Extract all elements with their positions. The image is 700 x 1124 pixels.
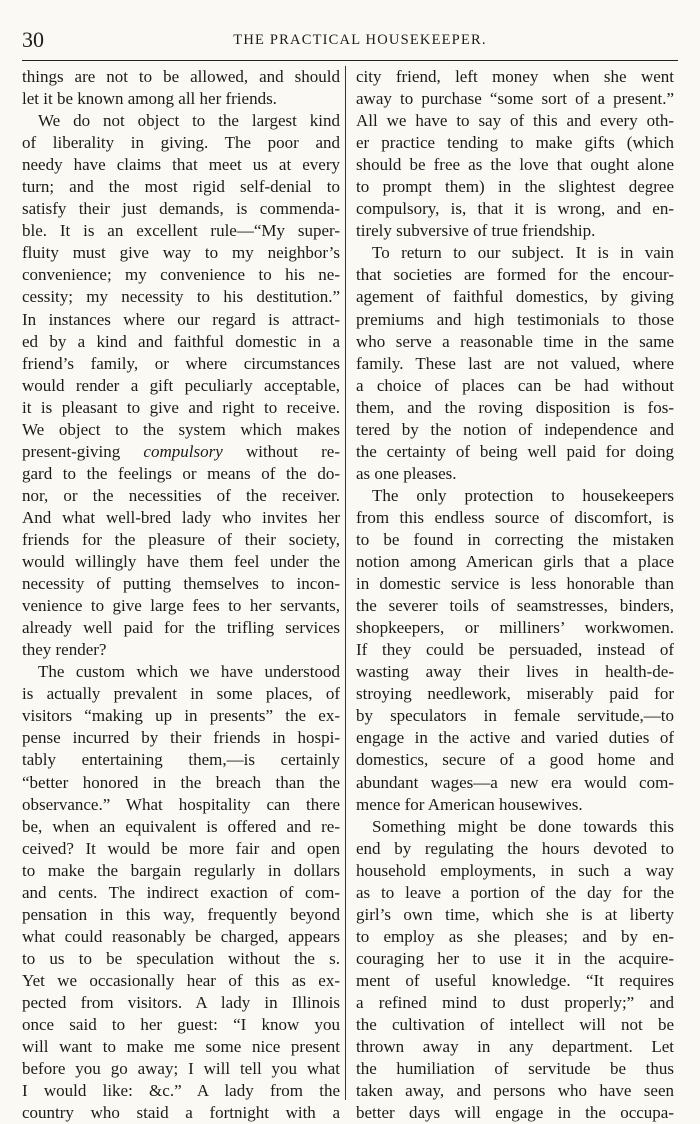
text-line: from this endless source of discomfort, is [356, 507, 674, 527]
text-line: thrown away in any department. Let [356, 1037, 674, 1057]
right-column [356, 66, 674, 1124]
text-line: away to purchase “some sort of a present.” [356, 89, 674, 109]
text-line: let it be known among all her friends. [22, 89, 277, 109]
column-divider [345, 66, 346, 1100]
text-line: is actually prevalent in some places, of [22, 684, 340, 704]
text-line: needy have claims that meet us at every [22, 155, 340, 175]
text-line: We object to the system which makes [22, 419, 340, 439]
text-line: necessity of putting themselves to incon- [22, 574, 340, 594]
text-line: should be free as the love that ought alone [356, 155, 674, 175]
text-line: All we have to say of this and every oth- [356, 111, 674, 131]
text-line: gard to the feelings or means of the do- [22, 463, 340, 483]
text-line: fluity must give way to my neighbor’s [22, 243, 340, 263]
text-line: ble. It is an excellent rule—“My super- [22, 221, 340, 241]
text-line: engage in the active and varied duties of [356, 728, 674, 748]
text-line: taken away, and persons who have seen [356, 1081, 674, 1101]
header-rule [22, 60, 678, 61]
text-line: in domestic service is less honorable than [356, 574, 674, 594]
text-line: by speculators in female servitude,—to [356, 706, 674, 726]
emphasized-word: compulsory [143, 441, 223, 461]
text-line: what could reasonably be charged, appears [22, 926, 340, 946]
text-line: and cents. The indirect exaction of com- [22, 882, 340, 902]
text-line: them, and the roving disposition is fos- [356, 397, 674, 417]
text-line: tirely subversive of true friendship. [356, 221, 596, 241]
text-line: they render? [22, 640, 107, 660]
text-line: better days will engage in the occupa- [356, 1103, 674, 1123]
text-line: visitors “making up in presents” the ex- [22, 706, 340, 726]
text-line: to us to be speculation without the s. [22, 948, 340, 968]
text-line: it is pleasant to give and right to receive. [22, 397, 340, 417]
text-line: turn; and the most rigid self-denial to [22, 177, 340, 197]
text-line: tered by the notion of independence and [356, 419, 674, 439]
text-line [22, 441, 340, 463]
text-line: city friend, left money when she went [356, 67, 674, 86]
text-line: ment of useful knowledge. “It requires [356, 970, 674, 990]
text-line: as to leave a portion of the day for the [356, 882, 674, 902]
text-line: The only protection to housekeepers [372, 485, 674, 505]
text-line: household employments, in such a way [356, 860, 674, 880]
text-line: girl’s own time, which she is at liberty [356, 904, 674, 924]
text-line: will want to make me some nice present [22, 1037, 340, 1057]
text-line: The custom which we have understood [38, 662, 340, 682]
text-line: pected from visitors. A lady in Illinois [22, 992, 340, 1012]
text-line: And what well-bred lady who invites her [22, 507, 340, 527]
text-line: ed by a kind and faithful domestic in a [22, 331, 340, 351]
text-line: premiums and high testimonials to those [356, 309, 674, 329]
text-line: who serve a reasonable time in the same [356, 331, 674, 351]
text-segment: present-giving [22, 441, 144, 461]
text-line: Something might be done towards this [372, 816, 674, 836]
text-line: once said to her guest: “I know you [22, 1015, 340, 1035]
text-line: as one pleases. [356, 463, 457, 483]
text-line: a refined mind to dust properly;” and [356, 992, 674, 1012]
text-line: to make the bargain regularly in dollars [22, 860, 340, 880]
left-column [22, 66, 340, 1124]
text-line: venience to give large fees to her servants, [22, 596, 340, 616]
text-line: to employ as she pleases; and by en- [356, 926, 674, 946]
text-line: satisfy their just demands, is commenda- [22, 199, 340, 219]
text-line: the humiliation of servitude be thus [356, 1059, 674, 1079]
text-line: We do not object to the largest kind [38, 111, 340, 131]
text-line: a choice of places can be had without [356, 375, 674, 395]
text-line: “better honored in the breach than the [22, 772, 340, 792]
text-line: stroying needlework, miserably paid for [356, 684, 674, 704]
text-line: friend’s family, or where circumstances [22, 353, 340, 373]
text-line: family. These last are not valued, where [356, 353, 674, 373]
text-line: wasting away their lives in health-de- [356, 662, 674, 682]
text-line: convenience; my convenience to his ne- [22, 265, 340, 285]
text-line: shopkeepers, or milliners’ workwomen. [356, 618, 674, 638]
text-line: Yet we occasionally hear of this as ex- [22, 970, 340, 990]
text-line: In instances where our regard is attract- [22, 309, 340, 329]
text-line: of liberality in giving. The poor and [22, 133, 340, 153]
page-header [22, 26, 678, 54]
text-line: tably entertaining them,—is certainly [22, 750, 340, 770]
text-line: domestics, secure of a good home and [356, 750, 674, 770]
text-line: the severer toils of seamstresses, binders, [356, 596, 674, 616]
text-line: would render a gift peculiarly acceptable, [22, 375, 340, 395]
running-head: THE PRACTICAL HOUSEKEEPER. [233, 32, 487, 48]
text-line: nor, or the necessities of the receiver. [22, 485, 340, 505]
text-line: before you go away; I will tell you what [22, 1059, 340, 1079]
text-line: would willingly have them feel under the [22, 552, 340, 572]
text-line: the cultivation of intellect will not be [356, 1015, 674, 1035]
text-line: the certainty of being well paid for doing [356, 441, 674, 461]
text-line: that societies are formed for the encour- [356, 265, 674, 285]
text-line: pensation in this way, frequently beyond [22, 904, 340, 924]
text-line: ceived? It would be more fair and open [22, 838, 340, 858]
text-line: be, when an equivalent is offered and re- [22, 816, 340, 836]
text-line: cessity; my necessity to his destitution.” [22, 287, 340, 307]
text-line: agement of faithful domestics, by giving [356, 287, 674, 307]
text-line: couraging her to use it in the acquire- [356, 948, 674, 968]
text-line: end by regulating the hours devoted to [356, 838, 674, 858]
text-line: country who staid a fortnight with a [22, 1103, 340, 1123]
text-segment: without re- [222, 441, 340, 461]
page-number: 30 [22, 27, 44, 52]
text-line: abundant wages—a new era would com- [356, 772, 674, 792]
text-line: compulsory, is, that it is wrong, and en- [356, 199, 674, 219]
text-line: already well paid for the trifling services [22, 618, 340, 638]
text-line: to be found in correcting the mistaken [356, 529, 674, 549]
text-line: mence for American housewives. [356, 794, 583, 814]
text-line: If they could be persuaded, instead of [356, 640, 674, 660]
text-line: notion among American girls that a place [356, 552, 674, 572]
text-line: observance.” What hospitality can there [22, 794, 340, 814]
text-line: er practice tending to make gifts (which [356, 133, 674, 153]
text-line: To return to our subject. It is in vain [372, 243, 674, 263]
text-line: pense incurred by their friends in hospi- [22, 728, 340, 748]
text-line: friends for the pleasure of their society, [22, 529, 340, 549]
text-line: I would like: &c.” A lady from the [22, 1081, 340, 1101]
text-line: to prompt them) in the slightest degree [356, 177, 674, 197]
text-line: things are not to be allowed, and should [22, 67, 340, 86]
